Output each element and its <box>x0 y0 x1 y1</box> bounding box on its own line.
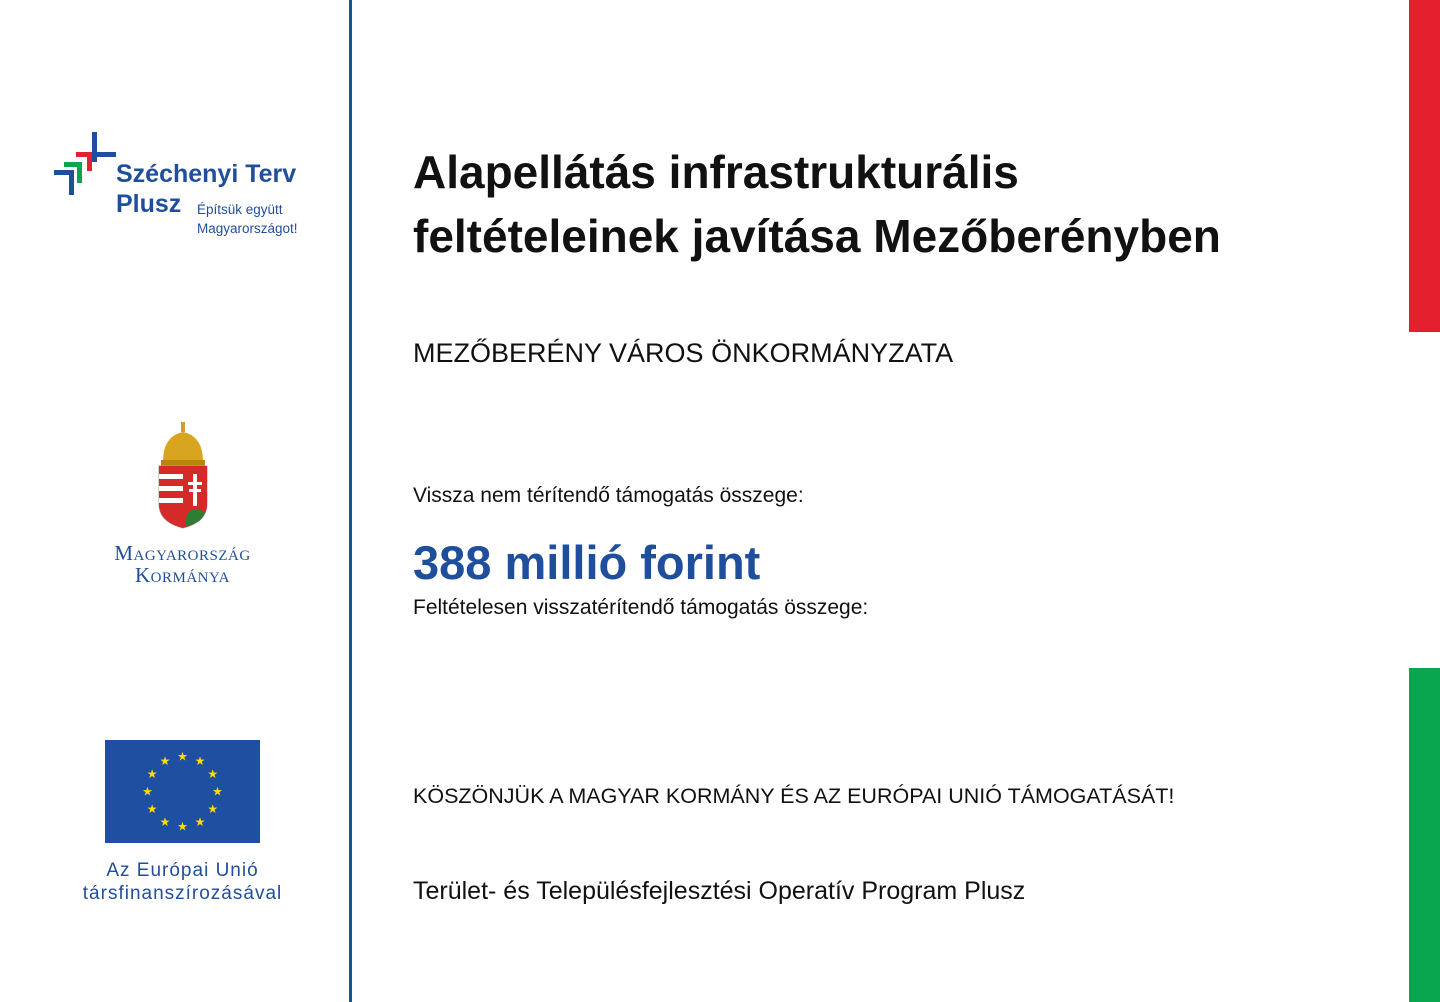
government-name-line2: Kormánya <box>134 563 230 587</box>
grant-label: Vissza nem térítendő támogatás összege: <box>413 484 804 507</box>
flag-red-stripe <box>1409 0 1440 332</box>
thanks-text: KÖSZÖNJÜK A MAGYAR KORMÁNY ÉS AZ EURÓPAI UNIÓ TÁMOGATÁSÁT! <box>413 784 1175 808</box>
slogan-line1: Építsük együtt <box>197 202 283 217</box>
eu-star-icon: ★ <box>194 814 206 829</box>
eu-logo <box>60 740 305 905</box>
eu-star-icon: ★ <box>212 784 223 799</box>
eu-text-line2: társfinanszírozásával <box>82 883 283 904</box>
eu-cofinancing-text <box>60 859 305 905</box>
szechenyi-plus: Plusz <box>116 190 182 218</box>
eu-star-icon: ★ <box>146 802 158 816</box>
flag-green-stripe <box>1409 668 1440 1002</box>
coat-of-arms-icon <box>155 422 211 530</box>
eu-star-icon: ★ <box>177 749 188 764</box>
eu-flag-icon <box>105 740 260 843</box>
szechenyi-cross-icon <box>54 132 116 196</box>
eu-star-icon: ★ <box>207 802 219 816</box>
conditional-grant-label: Feltételesen visszatérítendő támogatás összege: <box>413 596 869 619</box>
eu-text-line1: Az Európai Unió <box>106 860 259 881</box>
government-logo <box>80 422 285 586</box>
title-line1: Alapellátás infrastrukturális <box>413 146 1019 198</box>
szechenyi-name: Széchenyi Terv <box>116 160 297 188</box>
government-name-line1: Magyarország <box>114 541 251 565</box>
eu-star-icon: ★ <box>159 754 171 769</box>
title-line2: feltételeinek javítása Mezőberényben <box>413 210 1221 262</box>
program-name: Terület- és Településfejlesztési Operatív Program Plusz <box>413 877 1026 905</box>
szechenyi-slogan <box>197 200 298 238</box>
eu-star-icon: ★ <box>207 767 219 781</box>
eu-star-icon: ★ <box>159 814 171 829</box>
eu-star-icon: ★ <box>146 767 158 781</box>
grant-amount: 388 millió forint <box>413 536 761 589</box>
project-title <box>413 140 1221 268</box>
eu-star-icon: ★ <box>177 819 188 834</box>
beneficiary: MEZŐBERÉNY VÁROS ÖNKORMÁNYZATA <box>413 338 954 368</box>
vertical-divider <box>349 0 352 1002</box>
slogan-line2: Magyarországot! <box>197 221 298 236</box>
szechenyi-terv-logo <box>54 132 324 242</box>
eu-star-icon: ★ <box>142 784 153 799</box>
eu-star-icon: ★ <box>194 754 206 769</box>
